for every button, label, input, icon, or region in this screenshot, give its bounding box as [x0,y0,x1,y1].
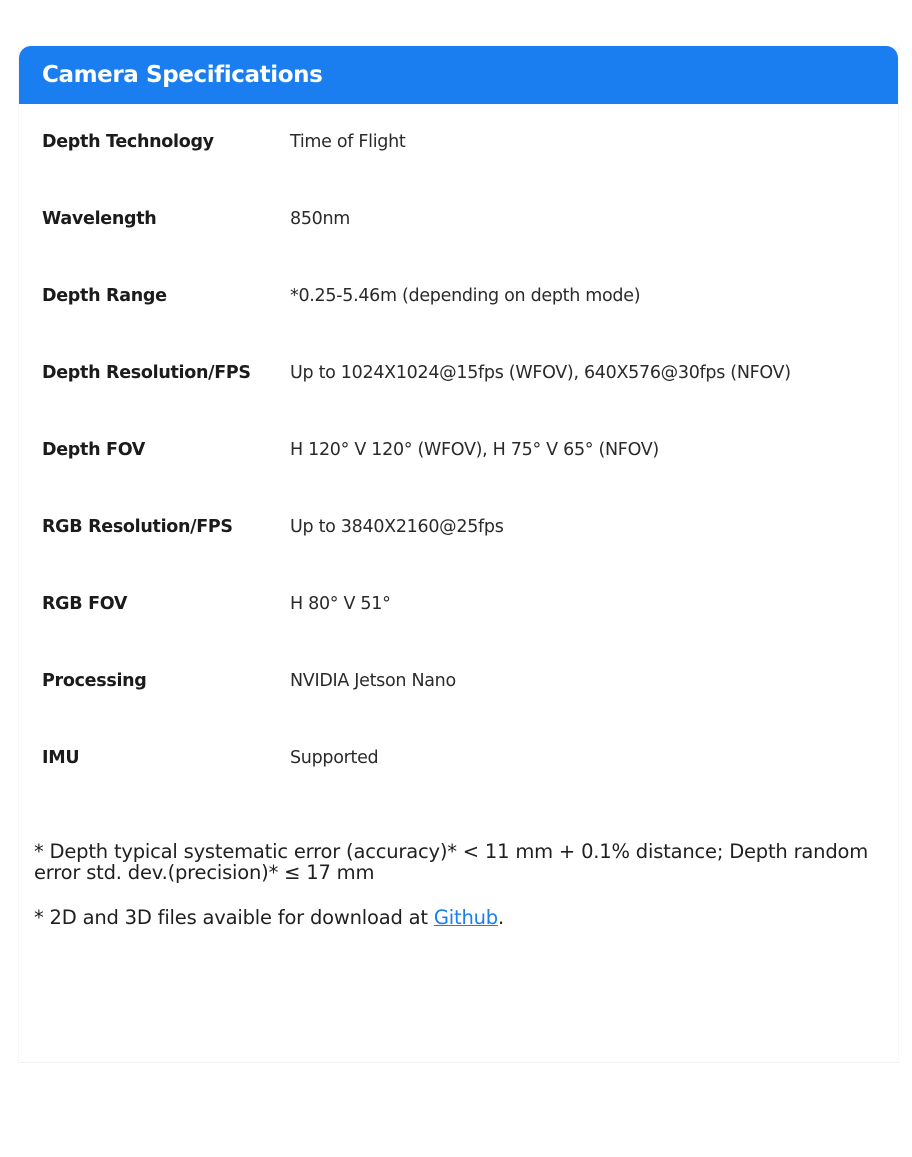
github-link[interactable]: Github [433,906,498,929]
spec-value: Up to 3840X2160@25fps [290,516,504,537]
spec-label: IMU [42,747,80,768]
spec-table [19,104,898,796]
spec-label: Depth Range [42,285,167,306]
spec-label: Depth Resolution/FPS [42,362,251,383]
card-title: Camera Specifications [42,62,323,88]
spec-label: Processing [42,670,147,691]
spec-row-rgb-fov [19,565,898,642]
spec-row-depth-fov [19,411,898,488]
spec-label: RGB Resolution/FPS [42,516,233,537]
spec-label: RGB FOV [42,593,128,614]
spec-value: *0.25-5.46m (depending on depth mode) [290,285,641,306]
spec-row-wavelength [19,180,898,257]
download-note [34,906,884,930]
depth-error-note: * Depth typical systematic error (accuracy)* < 11 mm + 0.1% distance; Depth random error std. dev.(precision)* ≤ 17 mm [34,840,869,884]
spec-label: Depth FOV [42,439,146,460]
spec-value: 850nm [290,208,351,229]
download-note-suffix: . [497,906,504,929]
spec-value: Supported [290,747,379,768]
spec-row-depth-range [19,257,898,334]
card-header [19,46,898,104]
spec-label: Depth Technology [42,132,214,152]
spec-row-processing [19,642,898,719]
spec-row-rgb-resolution [19,488,898,565]
spec-row-depth-resolution [19,334,898,411]
spec-value: Time of Flight [290,132,406,152]
spec-label: Wavelength [42,208,157,229]
spec-value: Up to 1024X1024@15fps (WFOV), 640X576@30fps (NFOV) [290,362,791,383]
spec-value: H 80° V 51° [290,593,391,614]
download-note-prefix: * 2D and 3D files avaible for download at [34,906,434,929]
spec-row-depth-technology [19,104,898,180]
camera-specs-card [18,46,899,1063]
footnotes [34,841,884,930]
spec-value: H 120° V 120° (WFOV), H 75° V 65° (NFOV) [290,439,659,460]
spec-row-imu [19,719,898,796]
spec-value: NVIDIA Jetson Nano [290,670,456,691]
